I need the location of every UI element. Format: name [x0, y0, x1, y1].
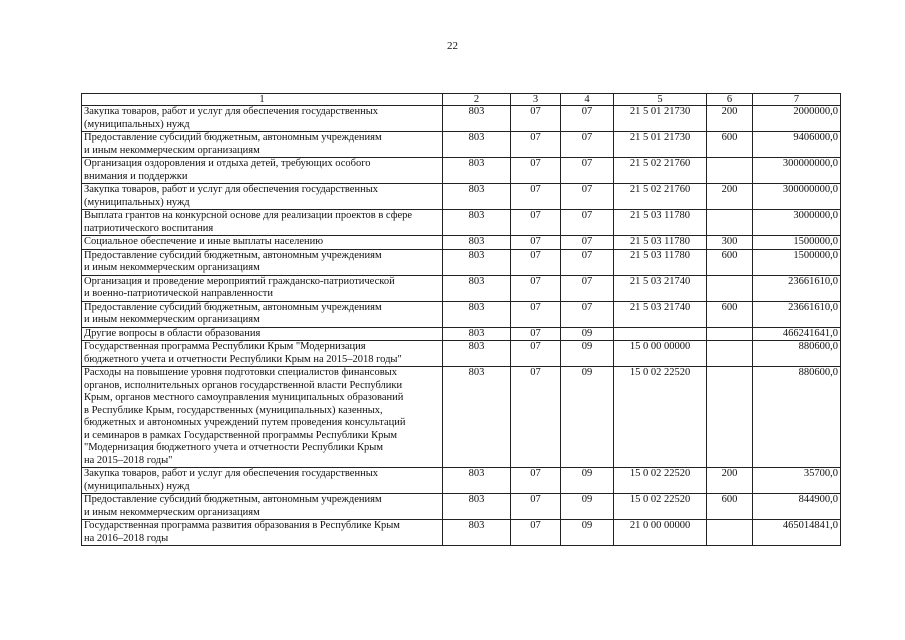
- expense-type-cell: [707, 275, 753, 301]
- expense-name-line: Выплата грантов на конкурсной основе для реализации проектов в сфере: [84, 210, 413, 221]
- expense-name-line: Предоставление субсидий бюджетным, автономным учреждениям: [84, 249, 382, 261]
- target-article-cell: 15 0 02 22520: [614, 367, 707, 468]
- ministry-code-cell: 803: [443, 301, 511, 327]
- expense-name-line: (муниципальных) нужд: [84, 196, 190, 208]
- subsection-code-cell: 07: [561, 132, 614, 158]
- expense-name-cell: [82, 132, 443, 158]
- expense-name-cell: [82, 301, 443, 327]
- amount-cell: 1500000,0: [753, 249, 841, 275]
- table-row: [82, 106, 841, 132]
- table-row: [82, 520, 841, 546]
- column-header: 4: [561, 94, 614, 106]
- ministry-code-cell: 803: [443, 327, 511, 341]
- table-row: [82, 367, 841, 468]
- table-row: [82, 132, 841, 158]
- target-article-cell: 21 5 02 21760: [614, 158, 707, 184]
- target-article-cell: 21 0 00 00000: [614, 520, 707, 546]
- expense-name-line: на 2016–2018 годы: [84, 532, 169, 544]
- table-row: [82, 468, 841, 494]
- subsection-code-cell: 07: [561, 275, 614, 301]
- expense-name-line: бюджетного учета и отчетности Республики Крым на 2015–2018 годы": [84, 353, 402, 365]
- section-code-cell: 07: [511, 367, 561, 468]
- ministry-code-cell: 803: [443, 468, 511, 494]
- expense-name-cell: [82, 468, 443, 494]
- expense-name-cell: [82, 367, 443, 468]
- expense-name-line: Предоставление субсидий бюджетным, автономным учреждениям: [84, 494, 382, 505]
- expense-type-cell: [707, 341, 753, 367]
- target-article-cell: 15 0 02 22520: [614, 494, 707, 520]
- section-code-cell: 07: [511, 301, 561, 327]
- expense-name-line: Предоставление субсидий бюджетным, автономным учреждениям: [84, 301, 382, 313]
- expense-name-cell: [82, 520, 443, 546]
- budget-table: [81, 93, 841, 546]
- expense-name-line: "Модернизация бюджетного учета и отчетности Республики Крым: [84, 442, 383, 453]
- ministry-code-cell: 803: [443, 275, 511, 301]
- section-code-cell: 07: [511, 275, 561, 301]
- expense-name-line: и иным некоммерческим организациям: [84, 144, 260, 156]
- table-row: [82, 184, 841, 210]
- amount-cell: 465014841,0: [753, 520, 841, 546]
- amount-cell: 2000000,0: [753, 106, 841, 132]
- amount-cell: 9406000,0: [753, 132, 841, 158]
- table-row: [82, 236, 841, 250]
- target-article-cell: 21 5 03 11780: [614, 249, 707, 275]
- table-row: [82, 301, 841, 327]
- expense-name-line: патриотического воспитания: [84, 222, 214, 234]
- expense-name-line: на 2015–2018 годы": [84, 454, 173, 466]
- subsection-code-cell: 09: [561, 341, 614, 367]
- expense-name-line: Другие вопросы в области образования: [84, 327, 261, 339]
- expense-name-cell: [82, 106, 443, 132]
- ministry-code-cell: 803: [443, 236, 511, 250]
- table-row: [82, 158, 841, 184]
- expense-name-cell: [82, 275, 443, 301]
- expense-name-line: Крым, органов местного самоуправления муниципальных образований: [84, 392, 404, 403]
- ministry-code-cell: 803: [443, 367, 511, 468]
- target-article-cell: 21 5 03 21740: [614, 301, 707, 327]
- target-article-cell: 21 5 03 11780: [614, 236, 707, 250]
- amount-cell: 1500000,0: [753, 236, 841, 250]
- expense-name-cell: [82, 236, 443, 250]
- expense-type-cell: [707, 158, 753, 184]
- column-header: 7: [753, 94, 841, 106]
- column-header: 2: [443, 94, 511, 106]
- target-article-cell: 21 5 03 11780: [614, 210, 707, 236]
- table-row: [82, 275, 841, 301]
- ministry-code-cell: 803: [443, 210, 511, 236]
- expense-name-cell: [82, 184, 443, 210]
- amount-cell: 23661610,0: [753, 275, 841, 301]
- section-code-cell: 07: [511, 468, 561, 494]
- expense-type-cell: [707, 520, 753, 546]
- expense-name-line: внимания и поддержки: [84, 170, 188, 182]
- subsection-code-cell: 07: [561, 210, 614, 236]
- section-code-cell: 07: [511, 249, 561, 275]
- subsection-code-cell: 07: [561, 106, 614, 132]
- section-code-cell: 07: [511, 236, 561, 250]
- table-row: [82, 341, 841, 367]
- expense-type-cell: [707, 210, 753, 236]
- amount-cell: 880600,0: [753, 341, 841, 367]
- table-row: [82, 494, 841, 520]
- expense-name-line: в Республике Крым, государственных (муниципальных) казенных,: [84, 404, 383, 416]
- expense-name-line: Государственная программа развития образования в Республике Крым: [84, 520, 400, 531]
- expense-name-line: Социальное обеспечение и иные выплаты населению: [84, 236, 324, 247]
- ministry-code-cell: 803: [443, 520, 511, 546]
- column-header: 3: [511, 94, 561, 106]
- expense-name-line: и иным некоммерческим организациям: [84, 506, 260, 518]
- ministry-code-cell: 803: [443, 249, 511, 275]
- column-header: 5: [614, 94, 707, 106]
- section-code-cell: 07: [511, 106, 561, 132]
- subsection-code-cell: 07: [561, 249, 614, 275]
- subsection-code-cell: 09: [561, 327, 614, 341]
- amount-cell: 844900,0: [753, 494, 841, 520]
- table-row: [82, 249, 841, 275]
- expense-name-line: Расходы на повышение уровня подготовки специалистов финансовых: [84, 367, 397, 378]
- column-header: 6: [707, 94, 753, 106]
- expense-type-cell: 200: [707, 106, 753, 132]
- expense-type-cell: 600: [707, 132, 753, 158]
- ministry-code-cell: 803: [443, 341, 511, 367]
- expense-name-line: Государственная программа Республики Крым "Модернизация: [84, 341, 366, 352]
- expense-type-cell: 300: [707, 236, 753, 250]
- subsection-code-cell: 09: [561, 494, 614, 520]
- header-row: [82, 94, 841, 106]
- section-code-cell: 07: [511, 520, 561, 546]
- ministry-code-cell: 803: [443, 158, 511, 184]
- amount-cell: 3000000,0: [753, 210, 841, 236]
- column-header: 1: [82, 94, 443, 106]
- subsection-code-cell: 09: [561, 520, 614, 546]
- subsection-code-cell: 07: [561, 236, 614, 250]
- target-article-cell: [614, 327, 707, 341]
- table-header: [82, 94, 841, 106]
- subsection-code-cell: 07: [561, 184, 614, 210]
- amount-cell: 300000000,0: [753, 158, 841, 184]
- section-code-cell: 07: [511, 210, 561, 236]
- target-article-cell: 21 5 03 21740: [614, 275, 707, 301]
- expense-name-cell: [82, 327, 443, 341]
- expense-name-cell: [82, 210, 443, 236]
- expense-type-cell: [707, 327, 753, 341]
- expense-name-cell: [82, 158, 443, 184]
- expense-name-line: (муниципальных) нужд: [84, 480, 190, 492]
- section-code-cell: 07: [511, 158, 561, 184]
- expense-name-cell: [82, 249, 443, 275]
- expense-type-cell: 200: [707, 468, 753, 494]
- expense-type-cell: 600: [707, 301, 753, 327]
- expense-name-line: Организация оздоровления и отдыха детей, требующих особого: [84, 158, 371, 169]
- ministry-code-cell: 803: [443, 106, 511, 132]
- expense-name-line: бюджетных и автономных учреждений путем проведения консультаций: [84, 417, 406, 428]
- ministry-code-cell: 803: [443, 184, 511, 210]
- amount-cell: 23661610,0: [753, 301, 841, 327]
- subsection-code-cell: 07: [561, 158, 614, 184]
- expense-name-line: и иным некоммерческим организациям: [84, 262, 260, 273]
- subsection-code-cell: 07: [561, 301, 614, 327]
- expense-name-line: и военно-патриотической направленности: [84, 288, 273, 299]
- target-article-cell: 21 5 02 21760: [614, 184, 707, 210]
- expense-name-line: Закупка товаров, работ и услуг для обеспечения государственных: [84, 184, 379, 195]
- subsection-code-cell: 09: [561, 468, 614, 494]
- table-body: [82, 106, 841, 546]
- expense-name-line: Закупка товаров, работ и услуг для обеспечения государственных: [84, 468, 379, 479]
- section-code-cell: 07: [511, 184, 561, 210]
- target-article-cell: 21 5 01 21730: [614, 132, 707, 158]
- amount-cell: 300000000,0: [753, 184, 841, 210]
- section-code-cell: 07: [511, 494, 561, 520]
- target-article-cell: 21 5 01 21730: [614, 106, 707, 132]
- table-row: [82, 210, 841, 236]
- amount-cell: 35700,0: [753, 468, 841, 494]
- section-code-cell: 07: [511, 132, 561, 158]
- ministry-code-cell: 803: [443, 494, 511, 520]
- expense-name-line: и иным некоммерческим организациям: [84, 314, 260, 325]
- expense-type-cell: [707, 367, 753, 468]
- subsection-code-cell: 09: [561, 367, 614, 468]
- amount-cell: 466241641,0: [753, 327, 841, 341]
- expense-name-line: Закупка товаров, работ и услуг для обеспечения государственных: [84, 106, 379, 117]
- table-row: [82, 327, 841, 341]
- expense-name-cell: [82, 494, 443, 520]
- expense-name-line: (муниципальных) нужд: [84, 118, 190, 130]
- expense-name-line: и семинаров в рамках Государственной программы Республики Крым: [84, 429, 398, 441]
- expense-name-line: Организация и проведение мероприятий гражданско-патриотической: [84, 275, 395, 287]
- ministry-code-cell: 803: [443, 132, 511, 158]
- expense-type-cell: 600: [707, 494, 753, 520]
- expense-name-cell: [82, 341, 443, 367]
- page-number: 22: [447, 40, 458, 52]
- target-article-cell: 15 0 00 00000: [614, 341, 707, 367]
- target-article-cell: 15 0 02 22520: [614, 468, 707, 494]
- expense-name-line: Предоставление субсидий бюджетным, автономным учреждениям: [84, 132, 382, 143]
- section-code-cell: 07: [511, 341, 561, 367]
- expense-name-line: органов, исполнительных органов государственной власти Республики: [84, 379, 403, 391]
- expense-type-cell: 200: [707, 184, 753, 210]
- expense-type-cell: 600: [707, 249, 753, 275]
- amount-cell: 880600,0: [753, 367, 841, 468]
- section-code-cell: 07: [511, 327, 561, 341]
